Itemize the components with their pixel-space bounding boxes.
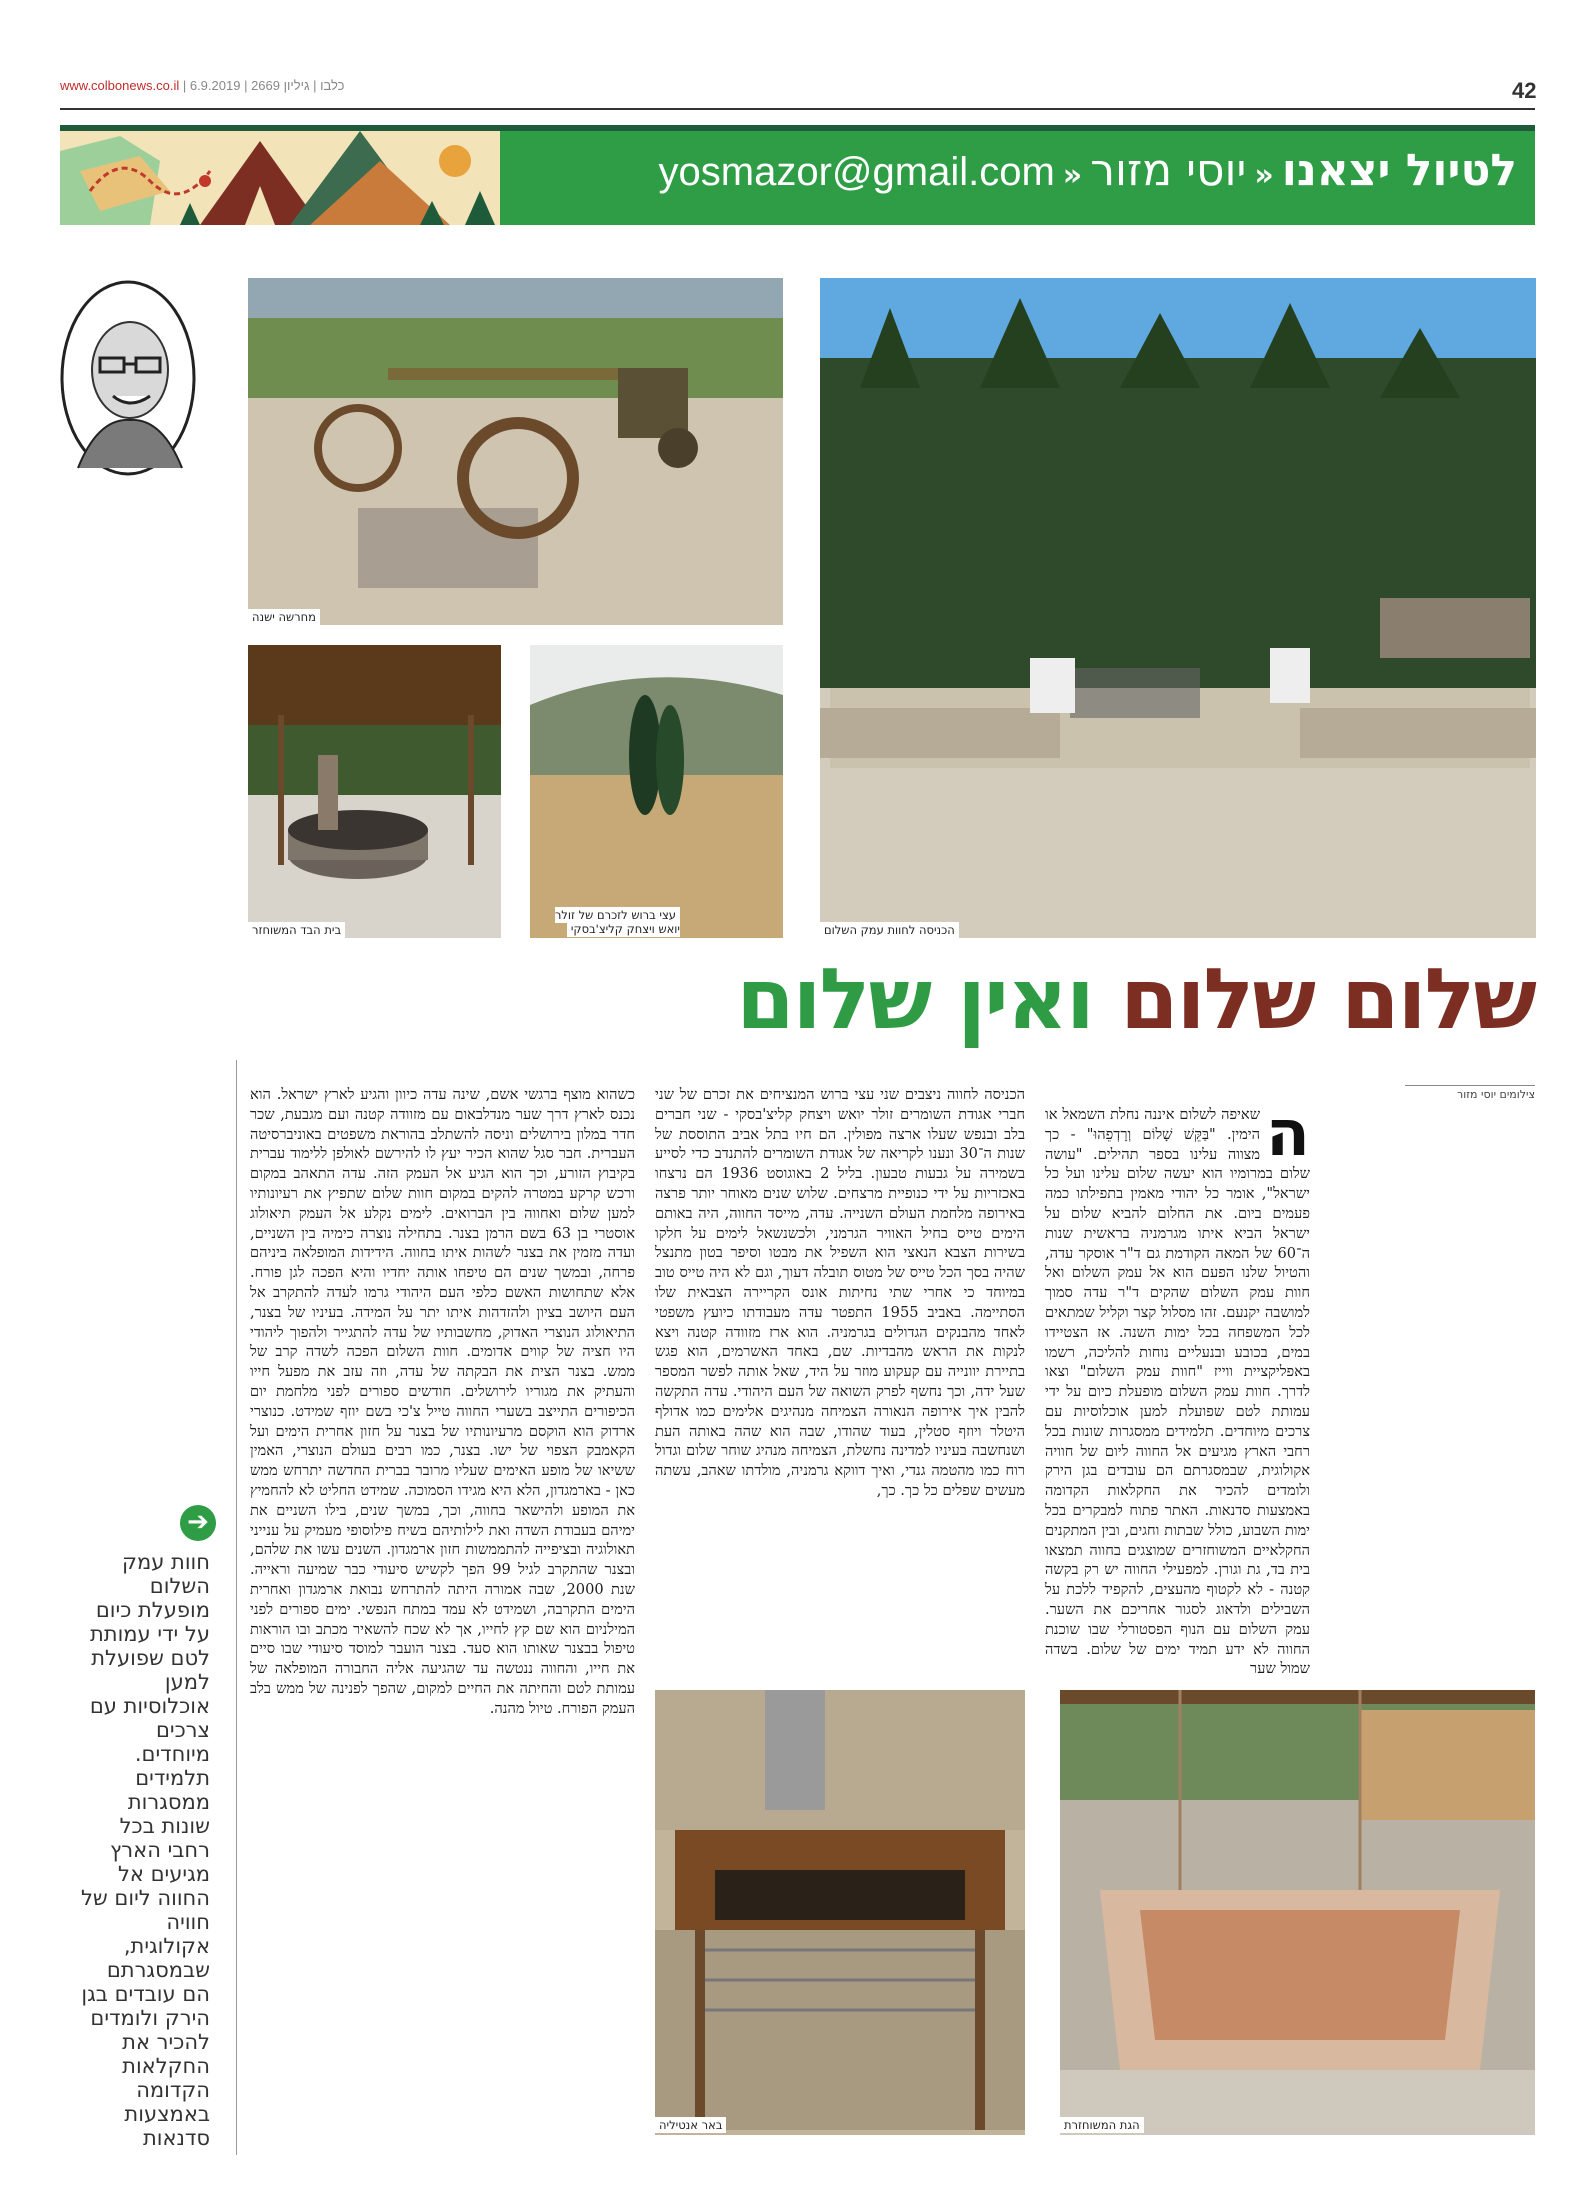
- article-column-3: [250, 1085, 635, 1719]
- headline-part-1: שלום שלום: [1120, 950, 1535, 1048]
- headline-part-2: ואין שלום: [736, 950, 1093, 1048]
- article-column-1: [1045, 1097, 1310, 1679]
- caption-winepress: הגת המשוחזרת: [1060, 2118, 1144, 2132]
- article-text-1: שאיפה לשלום איננה נחלת השמאל או הימין. "בַּקֵּשׁ שָׁלוֹם וְרָדְפֵהוּ" - כך מצווה עלינו בספר תהילים. "עושה שלום במרומיו הוא יעשה שלום עלינו ועל כל ישראל", אומר כל יהודי מאמין בתפילתו כמה פעמים ביום. את החלום להביא שלום על ישראל הביא איתו מגרמניה בראשית שנות ה־60 של המאה הקודמת גם ד"ר אוסקר עדה, והטיול שלנו הפעם הוא אל עמק השלום ואל חוות עמק השלום שהקים ד"ר עדה סמוך למושבה יקנעם. זהו מסלול קצר וקליל שמתאים לכל המשפחה בכל ימות השנה. אז הצטיידו במים, בכובע ובנעליים נוחות להליכה, רשמו באפליקציית ווייז "חוות עמק השלום" וצאו לדרך. חוות עמק השלום מופעלת כיום על ידי עמותת לטם שפועלת למען אוכלוסיות עם צרכים מיוחדים. תלמידים ממסגרות שונות בכל רחבי הארץ מגיעים אל החווה ליום של חוויה אקולוגית, שבמסגרתם הם עובדים בגן הירק ולומדים להכיר את החקלאות הקדומה באמצעות סדנאות. האתר פתוח למבקרים בכל ימות השבוע, כולל שבתות וחגים, ובין המתקנים החקלאיים המשוחזרים שמוצגים בחווה תמצאו בית בד, גת וגורן. למפעילי החווה יש רק בקשה קטנה - לא לקטוף מהעצים, להקפיד ללכת על השבילים ולדאוג לסגור אחריכם את השער. עמק השלום עם הנוף הפסטורלי שבו שוכנת החווה לא ידע תמיד ימים של שלום. בשדה שמול שער: [1045, 1106, 1310, 1678]
- article-column-2: [655, 1085, 1025, 1675]
- chevron-icon: «: [1062, 158, 1083, 193]
- caption-well: באר אנטיליה: [655, 2118, 726, 2132]
- photo-well: [655, 1690, 1025, 2135]
- drop-cap: ה: [1266, 1097, 1310, 1171]
- photo-entrance: [820, 278, 1536, 938]
- chevron-icon: «: [1254, 158, 1274, 193]
- website-link[interactable]: www.colbonews.co.il: [60, 78, 180, 93]
- column-divider: [236, 1060, 237, 2155]
- photo-credit: צילומים יוסי מזור: [1405, 1085, 1535, 1101]
- page-number: 42: [1512, 78, 1537, 103]
- banner-title-line: [659, 145, 1517, 196]
- top-rule: [60, 108, 1535, 110]
- section-banner: [60, 125, 1535, 225]
- arrow-right-icon: ➔: [180, 1505, 216, 1541]
- header-line: [60, 78, 344, 93]
- issue-info: | כלבו | גיליון 2669 | 6.9.2019: [182, 78, 345, 93]
- author-portrait: [58, 278, 198, 478]
- photo-cypress: [530, 645, 783, 938]
- author-email[interactable]: yosmazor@gmail.com: [658, 150, 1055, 194]
- photo-plow: [248, 278, 783, 625]
- article-headline: [736, 950, 1535, 1048]
- caption-cypress: עצי ברוש לזכרם של זולר יואש ויצחק קליצ'בסקי: [554, 908, 680, 936]
- article-text-2: הכניסה לחווה ניצבים שני עצי ברוש המנציחים את זכרם של שני חברי אגודת השומרים זולר יואש ויצחק קליצ'בסקי - שני חברים בלב ובנפש שעלו ארצה מפולין. הם חיו בתל אביב התוססת של שנות ה־30 ונענו לקריאה של אגודת השומרים להתנדב כדי לסייע בשמירה על גבעות טבעון. בליל 2 באוגוסט 1936 הם נרצחו באכזריות על ידי כנופיית מרצחים. שלוש שנים מאוחר יותר פרצה באירופה מלחמת העולם השנייה. עדה, מייסד החווה, היה באותם הימים טייס בחיל האוויר הגרמני, ולכשנשאל לימים על חלקו בשירות הצבא הנאצי הוא השפיל את מבטו וסיפר בטון מתנצל שהיה בסך הכל טייס של מטוס תובלה דעוך, וגם לא היה טייס טוב במיוחד כי אחרי שתי נחיתות אונס הקריירה הצבאית שלו הסתיימה. באביב 1955 התפטר עדה מעבודתו כיועץ משפטי לאחד מהבנקים הגדולים בגרמניה. הוא ארז מזוודה קטנה ויצא לנקות את הראש מהבדיות. שם, באחד האשרמים, הוא פגש בתיירת יוונייה עם קעקוע מוזר על היד, שאל אותה לפשר המספר שעל ידה, וכך נחשף לפרק השואה של העם היהודי. עדה התקשה להבין איך אירופה הנאורה הצמיחה מנהיגים אלימים כמו אדולף היטלר ויוזף סטלין, בעוד שהודו, שבה הוא שהה באותה העת ושנחשבה בעיניו למדינה נחשלת, הצמיחה מנהיג שוחר שלום וגדול רוח כמו מהטמה גנדי, ואיך דווקא גרמניה, מולדתו שאהב, עשתה מעשים שפלים כל כך. כך,: [655, 1086, 1025, 1499]
- caption-olive-press: בית הבד המשוחזר: [248, 923, 345, 937]
- photo-winepress: [1060, 1690, 1535, 2135]
- article-text-3: כשהוא מוצף ברגשי אשם, שינה עדה כיוון והגיע לארץ ישראל. הוא נכנס לארץ דרך שער מנדלבאום עם מזוודה קטנה ועם מגבעת, שכר חדר במלון בירושלים וניסה להשתלב בהוראת משפטים באוניברסיטה העברית. חבר סגל שהוא הכיר יעץ לו להירשם לאולפן ללימוד עברית בקיבוץ הזורע, וכך הוא הגיע אל העמק הזה. עדה התאהב במקום ורכש קרקע במטרה להקים במקום חוות שלום שתפיץ את רעיונותיו למען שלום ואחווה בין הברואים. לימים נקלע אל העמק תיאולוג אוסטרי בן 63 בשם הרמן בצנר. בתחילה נוצרה כימיה בין השניים, ועדה מזמין את בצנר לשהות איתו בחווה. הידידות המופלאה ביניהם פרחה, ובמשך שנים הם טיפחו אותה יחדיו והיא הפכה לגן פורח. אלא שתחושות האשם כלפי העם היהודי גרמו לעדה להתקרב אל העם היושב בציון ולהזדהות איתו יתר על המידה. בעיניו של בצנר, התיאולוג הנוצרי האדוק, מחשבותיו של עדה להתגייר ולהפוך ליהודי היו חציה של קווים אדומים. חוות השלום הפכה לשדה קרב של ממש. בצנר הצית את הבקתה של עדה, וזה עזב את מפעל חייו והעתיק את מגוריו לירושלים. חודשים ספורים לפני מלחמת יום הכיפורים התייצב בשערי החווה טייל צ'כי בשם יוזף שמידט. כנוצרי ארדוק הוא הוקסם מרעיונותיו של בצנר על חזון אחרית הימים ועל הקאמבק הצפוי של ישו. בצנר, כמו רבים בעולם הנוצרי, האמין ששיאו של מופע האימים שעליו מרובר בברית החדשה יתרחש ממש כאן - בארמגדון, הלא היא מגידו הסמוכה. שמידט החליט לא להחמיץ את המופע ולהישאר בחווה, וכך, במשך שנים, בילו השניים את ימיהם בעבודת השדה ואת לילותיהם בשיח פילוסופי מעמיק על ענייני תאולוגיה ובציפייה להתממשות חזון ארמגדון. השנים עשו את שלהם, ובצנר שהתקרב לגיל 99 הפך לקשיש סיעודי כבר שמיעה וראייה. שנת 2000, שבה אמורה היתה להתרחש נבואת ארמגדון ואחרית הימים התקרבה, ושמידט לא עמד במתח הנפשי. ימים ספורים לפני המילניום הוא שם קץ לחייו, אך לא שכח להשאיר מכתב ובו הוראות טיפול בבצנר שאותו הוא סעד. בצנר הועבר למוסד סיעודי שבו סיים את חייו, והחווה ננטשה עד שהגיעה אליה החבורה המופלאה של עמותת לטם והחיתה את החיים למקום, שהפך לפנינה של ממש בלב העמק הפורח. טיול מהנה.: [250, 1086, 635, 1717]
- photo-olive-press: [248, 645, 501, 938]
- author-name: יוסי מזור: [1090, 145, 1247, 196]
- caption-plow: מחרשה ישנה: [248, 610, 320, 624]
- section-title: לטיול יצאנו: [1281, 145, 1517, 196]
- caption-entrance: הכניסה לחוות עמק השלום: [820, 923, 959, 937]
- side-quote: חוות עמק השלום מופעלת כיום על ידי עמותת לטם שפועלת למען אוכלוסיות עם צרכים מיוחדים. תלמידים ממסגרות שונות בכל רחבי הארץ מגיעים אל החווה ליום של חוויה אקולוגית, שבמסגרתם הם עובדים בגן הירק ולומדים להכיר את החקלאות הקדומה באמצעות סדנאות: [80, 1550, 210, 2150]
- banner-illustration: [60, 131, 500, 225]
